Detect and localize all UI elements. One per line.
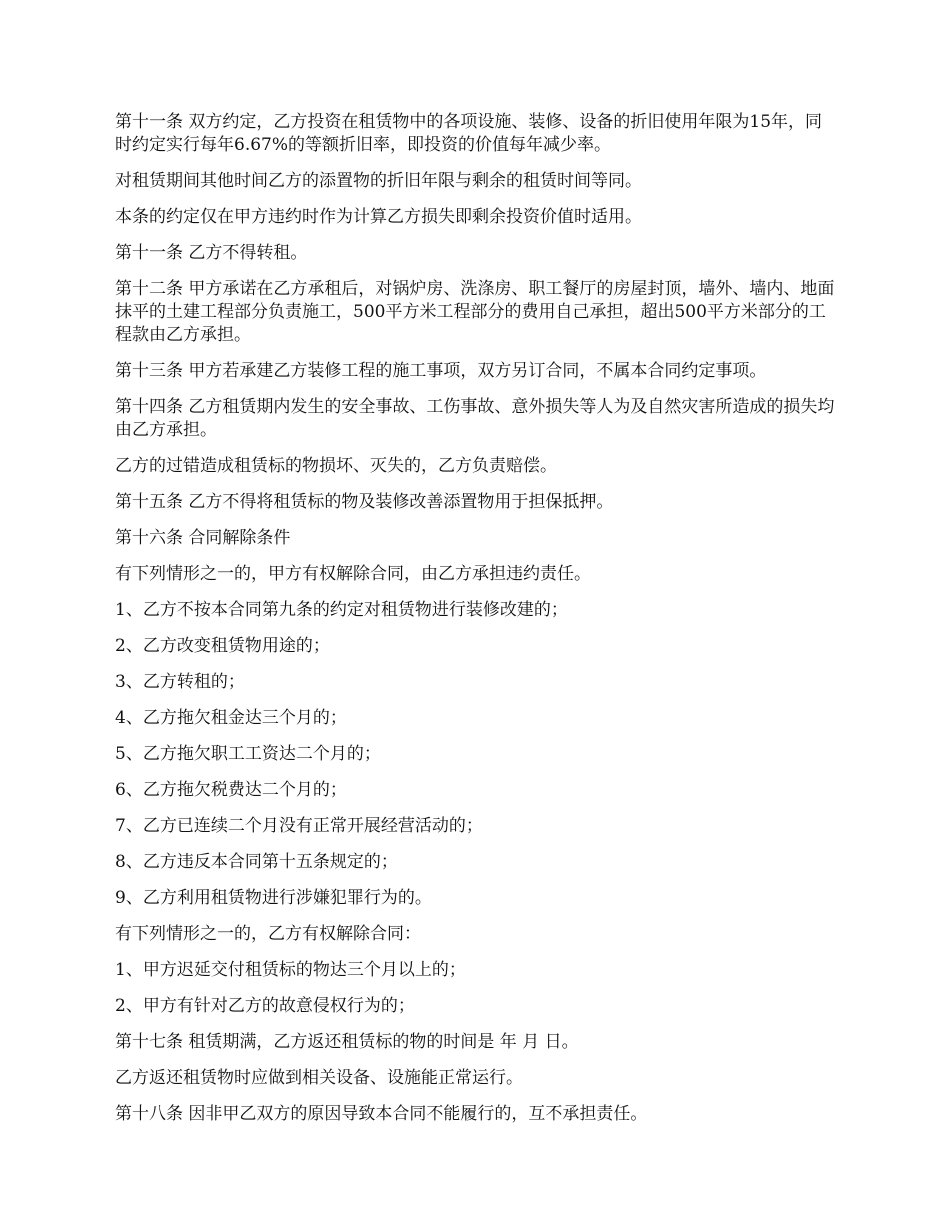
- paragraph-article-12: 第十二条 甲方承诺在乙方承租后，对锅炉房、洗涤房、职工餐厅的房屋封顶，墙外、墙内、地面抹平的土建工程部分负责施工，500平方米工程部分的费用自己承担，超出500平方米部分的工程款由乙方承担。: [115, 279, 835, 345]
- paragraph-return-condition: 乙方返还租赁物时应做到相关设备、设施能正常运行。: [115, 1068, 523, 1088]
- paragraph-article-11-no-sublease: 第十一条 乙方不得转租。: [115, 243, 308, 263]
- list-item-a-5: 5、乙方拖欠职工工资达二个月的；: [115, 744, 381, 764]
- paragraph-article-15: 第十五条 乙方不得将租赁标的物及装修改善添置物用于担保抵押。: [115, 492, 614, 512]
- paragraph-damage-compensation: 乙方的过错造成租赁标的物损坏、灭失的，乙方负责赔偿。: [115, 456, 557, 476]
- list-item-a-1: 1、乙方不按本合同第九条的约定对租赁物进行装修改建的；: [115, 600, 568, 620]
- list-item-a-2: 2、乙方改变租赁物用途的；: [115, 636, 330, 656]
- paragraph-applicability: 本条的约定仅在甲方违约时作为计算乙方损失即剩余投资价值时适用。: [115, 207, 642, 227]
- paragraph-party-a-termination-intro: 有下列情形之一的，甲方有权解除合同，由乙方承担违约责任。: [115, 564, 591, 584]
- paragraph-article-11-depreciation: 第十一条 双方约定，乙方投资在租赁物中的各项设施、装修、设备的折旧使用年限为15年，同时约定实行每年6.67%的等额折旧率，即投资的价值每年减少率。: [115, 112, 823, 155]
- paragraph-article-18: 第十八条 因非甲乙双方的原因导致本合同不能履行的，互不承担责任。: [115, 1104, 648, 1124]
- paragraph-article-14: 第十四条 乙方租赁期内发生的安全事故、工伤事故、意外损失等人为及自然灾害所造成的损失均由乙方承担。: [115, 397, 835, 440]
- paragraph-party-b-termination-intro: 有下列情形之一的，乙方有权解除合同：: [115, 924, 421, 944]
- list-item-a-3: 3、乙方转租的；: [115, 672, 245, 692]
- document-page: [115, 111, 837, 1139]
- list-item-a-9: 9、乙方利用租赁物进行涉嫌犯罪行为的。: [115, 888, 432, 908]
- list-item-a-8: 8、乙方违反本合同第十五条规定的；: [115, 852, 398, 872]
- paragraph-article-13: 第十三条 甲方若承建乙方装修工程的施工事项，双方另订合同，不属本合同约定事项。: [115, 361, 767, 381]
- paragraph-article-17: 第十七条 租赁期满，乙方返还租赁标的物的时间是 年 月 日。: [115, 1032, 579, 1052]
- list-item-a-7: 7、乙方已连续二个月没有正常开展经营活动的；: [115, 816, 483, 836]
- paragraph-article-16-heading: 第十六条 合同解除条件: [115, 528, 291, 548]
- list-item-a-6: 6、乙方拖欠税费达二个月的；: [115, 780, 347, 800]
- list-item-b-1: 1、甲方迟延交付租赁标的物达三个月以上的；: [115, 960, 466, 980]
- list-item-a-4: 4、乙方拖欠租金达三个月的；: [115, 708, 347, 728]
- list-item-b-2: 2、甲方有针对乙方的故意侵权行为的；: [115, 996, 415, 1016]
- paragraph-additions-depreciation: 对租赁期间其他时间乙方的添置物的折旧年限与剩余的租赁时间等同。: [115, 171, 642, 191]
